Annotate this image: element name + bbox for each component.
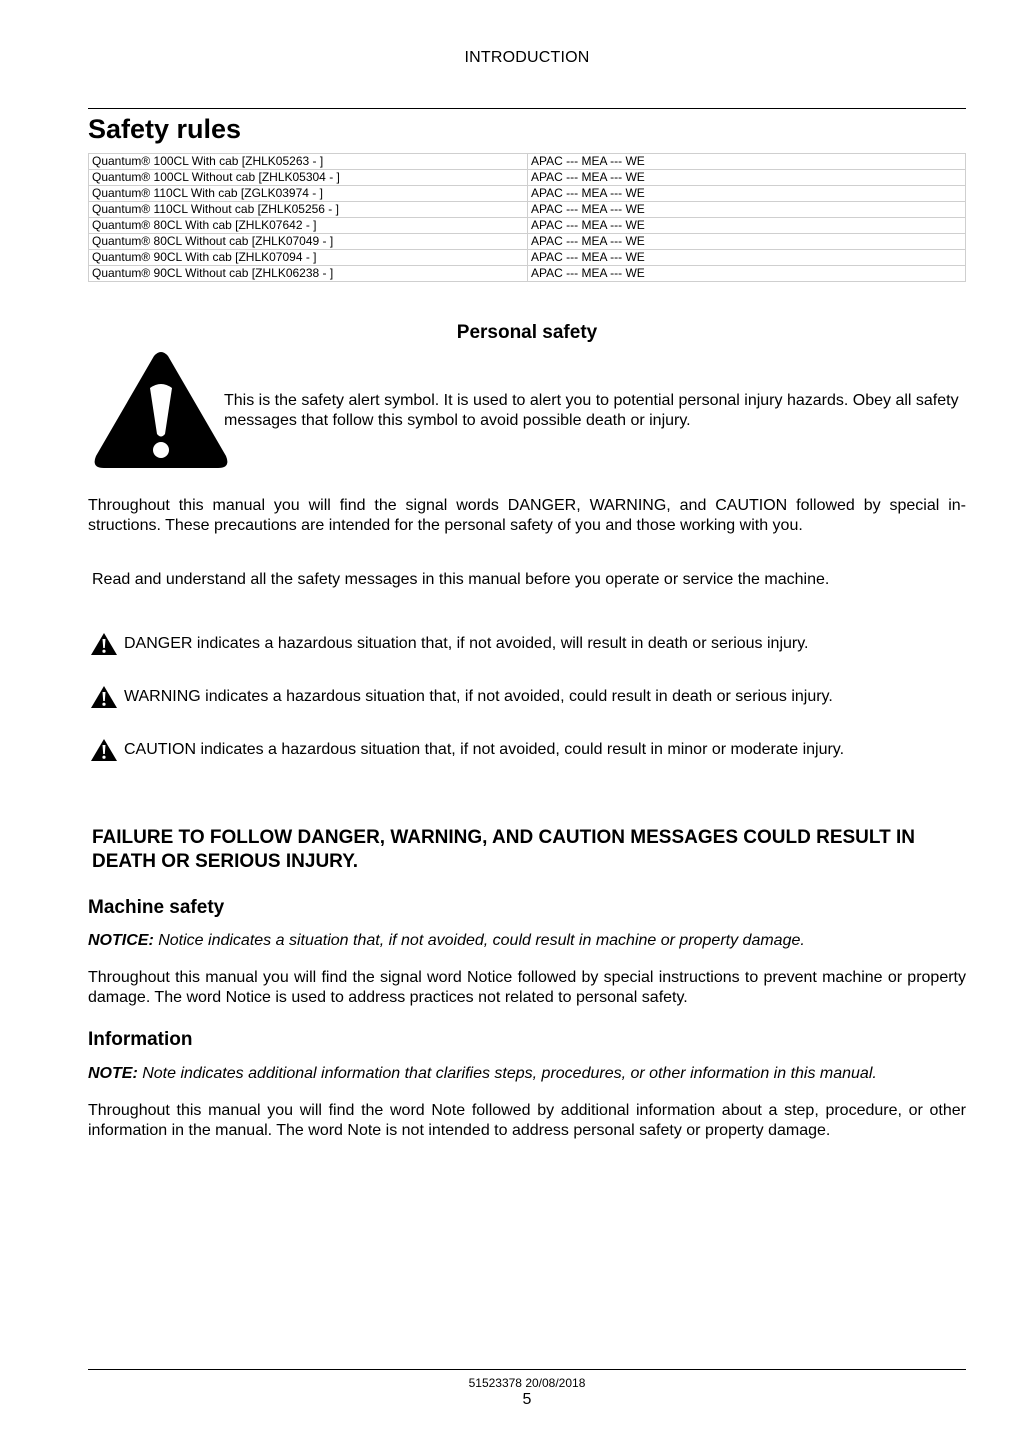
- danger-statement: [90, 632, 809, 656]
- note-label: NOTE:: [88, 1065, 138, 1082]
- information-heading: Information: [88, 1029, 193, 1050]
- notice-text: Notice indicates a situation that, if not avoided, could result in machine or property damage.: [153, 932, 805, 949]
- read-messages-paragraph: Read and understand all the safety messages in this manual before you operate or service the machine.: [92, 571, 830, 588]
- alert-symbol-description: This is the safety alert symbol. It is used to alert you to potential personal injury hazards. Obey all safety messages that follow this symbol to avoid possible death or injury.: [224, 392, 959, 429]
- region-cell: APAC --- MEA --- WE: [528, 170, 966, 186]
- table-row: [89, 250, 966, 266]
- models-table: [88, 153, 966, 282]
- table-row: [89, 234, 966, 250]
- warning-triangle-icon: [90, 685, 118, 709]
- table-row: [89, 170, 966, 186]
- model-cell: Quantum® 100CL With cab [ZHLK05263 - ]: [89, 154, 528, 170]
- model-cell: Quantum® 100CL Without cab [ZHLK05304 - ]: [89, 170, 528, 186]
- header-rule: [88, 108, 966, 109]
- caution-text: CAUTION indicates a hazardous situation that, if not avoided, could result in minor or moderate injury.: [124, 741, 845, 758]
- machine-safety-heading: Machine safety: [88, 897, 225, 918]
- personal-safety-heading: Personal safety: [456, 322, 598, 343]
- document-id: 51523378 20/08/2018: [468, 1376, 586, 1390]
- model-cell: Quantum® 90CL Without cab [ZHLK06238 - ]: [89, 266, 528, 282]
- warning-triangle-icon: [90, 632, 118, 656]
- model-cell: Quantum® 80CL With cab [ZHLK07642 - ]: [89, 218, 528, 234]
- page-number: 5: [522, 1391, 532, 1408]
- table-row: [89, 154, 966, 170]
- safety-alert-icon: [92, 350, 230, 472]
- region-cell: APAC --- MEA --- WE: [528, 218, 966, 234]
- region-cell: APAC --- MEA --- WE: [528, 154, 966, 170]
- danger-text: DANGER indicates a hazardous situation that, if not avoided, will result in death or serious injury.: [124, 635, 809, 652]
- model-cell: Quantum® 90CL With cab [ZHLK07094 - ]: [89, 250, 528, 266]
- warning-text: WARNING indicates a hazardous situation that, if not avoided, could result in death or serious injury.: [124, 688, 833, 705]
- signal-words-paragraph: Throughout this manual you will find the signal words DANGER, WARNING, and CAUTION followed by special in-structions. These precautions are intended for the personal safety of you and those working with you.: [88, 497, 966, 534]
- running-header: INTRODUCTION: [464, 49, 590, 66]
- region-cell: APAC --- MEA --- WE: [528, 250, 966, 266]
- machine-safety-paragraph: Throughout this manual you will find the signal word Notice followed by special instructions to prevent machine or property damage. The word Notice is used to address practices not related to personal safety.: [88, 969, 966, 1006]
- table-row: [89, 218, 966, 234]
- region-cell: APAC --- MEA --- WE: [528, 234, 966, 250]
- failure-warning: FAILURE TO FOLLOW DANGER, WARNING, AND CAUTION MESSAGES COULD RESULT IN DEATH OR SERIOUS INJURY.: [92, 827, 915, 872]
- model-cell: Quantum® 110CL With cab [ZGLK03974 - ]: [89, 186, 528, 202]
- region-cell: APAC --- MEA --- WE: [528, 186, 966, 202]
- warning-triangle-icon: [90, 738, 118, 762]
- information-paragraph: Throughout this manual you will find the word Note followed by additional information about a step, procedure, or other information in the manual. The word Note is not intended to address personal safety or property damage.: [88, 1102, 966, 1139]
- page-title: Safety rules: [88, 114, 242, 144]
- model-cell: Quantum® 80CL Without cab [ZHLK07049 - ]: [89, 234, 528, 250]
- caution-statement: [90, 738, 844, 762]
- model-cell: Quantum® 110CL Without cab [ZHLK05256 - ]: [89, 202, 528, 218]
- table-row: [89, 266, 966, 282]
- warning-statement: [90, 685, 833, 709]
- table-row: [89, 186, 966, 202]
- footer-rule: [88, 1369, 966, 1370]
- note-text: Note indicates additional information that clarifies steps, procedures, or other information in this manual.: [137, 1065, 877, 1082]
- region-cell: APAC --- MEA --- WE: [528, 202, 966, 218]
- region-cell: APAC --- MEA --- WE: [528, 266, 966, 282]
- table-row: [89, 202, 966, 218]
- notice-label: NOTICE:: [88, 932, 154, 949]
- notice-statement: [88, 931, 966, 951]
- note-statement: [88, 1064, 966, 1084]
